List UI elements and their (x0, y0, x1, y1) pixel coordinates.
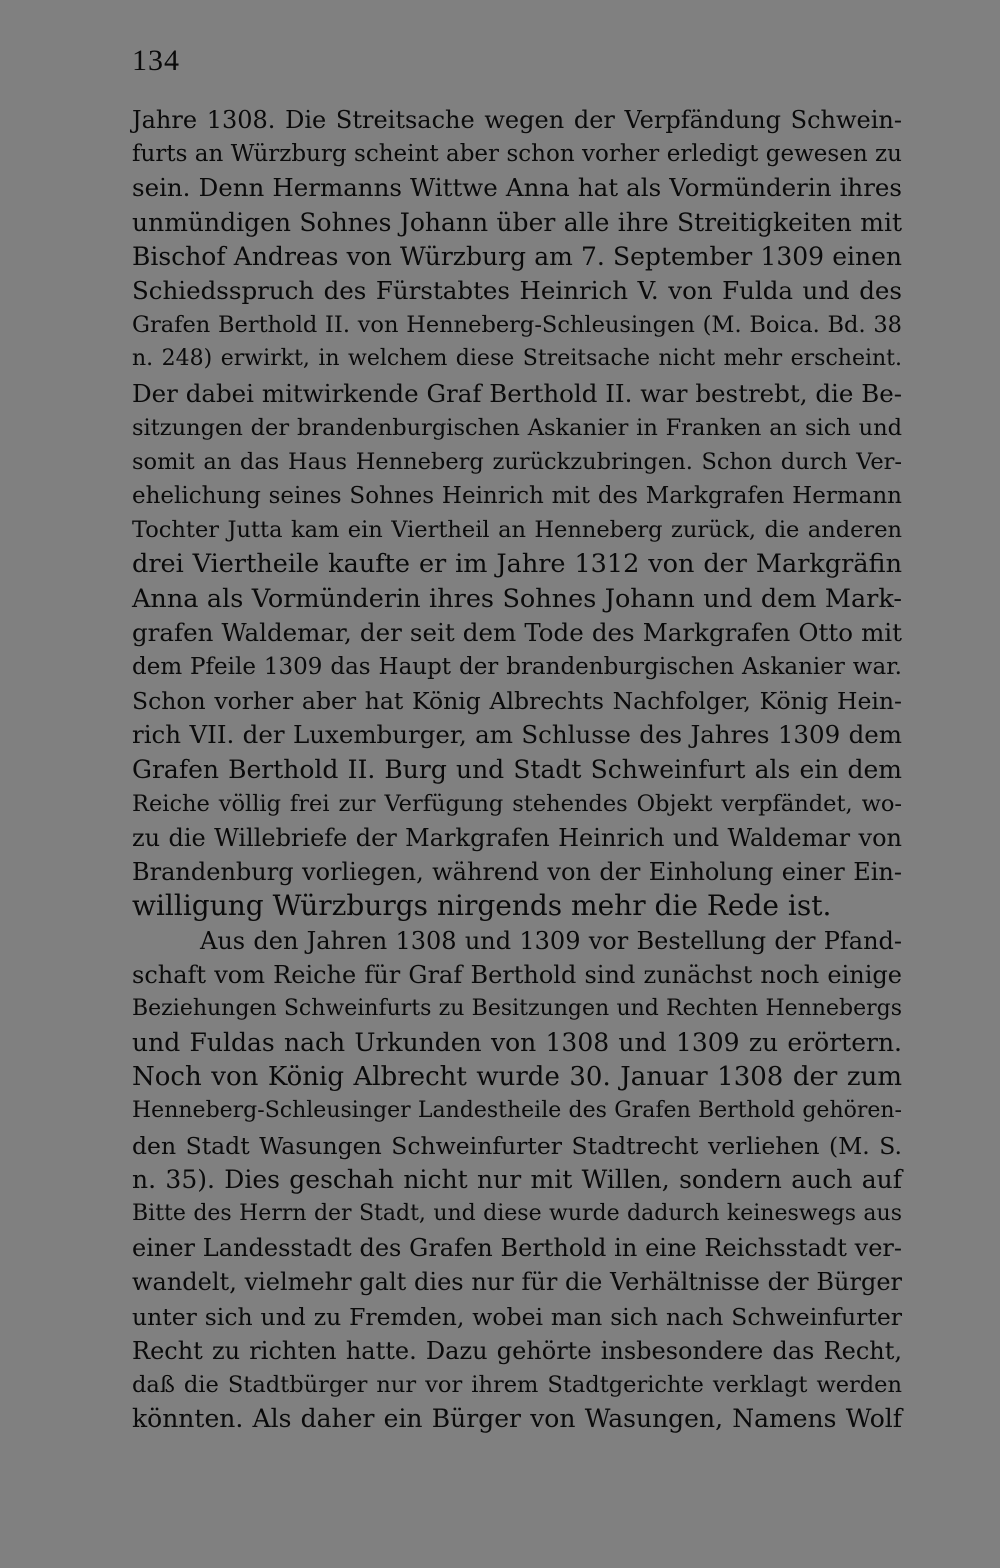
text-line: Recht zu richten hatte. Dazu gehörte insbesondere das Recht, (132, 1336, 902, 1365)
text-line: dem Pfeile 1309 das Haupt der brandenburgischen Askanier war. (132, 654, 902, 680)
text-line: somit an das Haus Henneberg zurückzubringen. Schon durch Ver- (132, 448, 902, 475)
text-line: unter sich und zu Fremden, wobei man sich nach Schweinfurter (132, 1302, 902, 1331)
text-line: Brandenburg vorliegen, während von der Einholung einer Ein- (132, 858, 902, 887)
text-line: grafen Waldemar, der seit dem Tode des Markgrafen Otto mit (132, 617, 902, 647)
text-line: drei Viertheile kaufte er im Jahre 1312 von der Markgräfin (132, 549, 902, 580)
text-line: daß die Stadtbürger nur vor ihrem Stadtgerichte verklagt werden (132, 1371, 902, 1398)
text-line: Bischof Andreas von Würzburg am 7. September 1309 einen (132, 241, 902, 271)
text-line: unmündigen Sohnes Johann über alle ihre Streitigkeiten mit (132, 207, 902, 237)
text-line: Tochter Jutta kam ein Viertheil an Henneberg zurück, die anderen (132, 517, 902, 544)
page-number: 134 (132, 44, 180, 77)
text-line: ehelichung seines Sohnes Heinrich mit des Markgrafen Hermann (132, 483, 902, 510)
text-line: den Stadt Wasungen Schweinfurter Stadtrecht verliehen (M. S. (132, 1131, 902, 1160)
text-line: sitzungen der brandenburgischen Askanier in Franken an sich und (132, 414, 902, 441)
text-line: Noch von König Albrecht wurde 30. Januar 1308 der zum (132, 1062, 902, 1093)
text-line: einer Landesstadt des Grafen Berthold in eine Reichsstadt ver- (132, 1234, 902, 1263)
text-line: Grafen Berthold II. von Henneberg-Schleusingen (M. Boica. Bd. 38 (132, 312, 902, 339)
text-line: sein. Denn Hermanns Wittwe Anna hat als Vormünderin ihres (132, 173, 902, 203)
text-line: Henneberg-Schleusinger Landestheile des Grafen Berthold gehören- (132, 1098, 902, 1124)
text-line: Anna als Vormünderin ihres Sohnes Johann und dem Mark- (132, 583, 902, 614)
text-line: n. 248) erwirkt, in welchem diese Streitsache nicht mehr erscheint. (132, 346, 902, 372)
text-line: Aus den Jahren 1308 und 1309 vor Bestellung der Pfand- (200, 926, 902, 955)
text-line: und Fuldas nach Urkunden von 1308 und 1309 zu erörtern. (132, 1028, 902, 1058)
text-line: rich VII. der Luxemburger, am Schlusse des Jahres 1309 dem (132, 720, 902, 750)
text-line: könnten. Als daher ein Bürger von Wasungen, Namens Wolf (132, 1404, 902, 1434)
text-line: schaft vom Reiche für Graf Berthold sind zunächst noch einige (132, 960, 902, 989)
text-line: wandelt, vielmehr galt dies nur für die Verhältnisse der Bürger (132, 1268, 902, 1297)
text-line: Schon vorher aber hat König Albrechts Nachfolger, König Hein- (132, 687, 902, 716)
text-line: furts an Würzburg scheint aber schon vorher erledigt gewesen zu (132, 141, 902, 168)
text-line: Bitte des Herrn der Stadt, und diese wurde dadurch keineswegs aus (132, 1201, 902, 1226)
text-line: zu die Willebriefe der Markgrafen Heinrich und Waldemar von (132, 823, 902, 852)
text-line: n. 35). Dies geschah nicht nur mit Willen, sondern auch auf (132, 1164, 902, 1194)
text-line: Jahre 1308. Die Streitsache wegen der Verpfändung Schwein- (132, 106, 902, 134)
text-line: Schiedsspruch des Fürstabtes Heinrich V. von Fulda und des (132, 275, 902, 305)
text-line: Grafen Berthold II. Burg und Stadt Schweinfurt als ein dem (132, 754, 902, 784)
text-line: Reiche völlig frei zur Verfügung stehendes Objekt verpfändet, wo- (132, 790, 902, 817)
text-line: Der dabei mitwirkende Graf Berthold II. war bestrebt, die Be- (132, 378, 902, 408)
text-line: willigung Würzburgs nirgends mehr die Rede ist. (132, 889, 832, 923)
body-text (132, 103, 902, 1436)
text-line: Beziehungen Schweinfurts zu Besitzungen und Rechten Hennebergs (132, 995, 902, 1021)
